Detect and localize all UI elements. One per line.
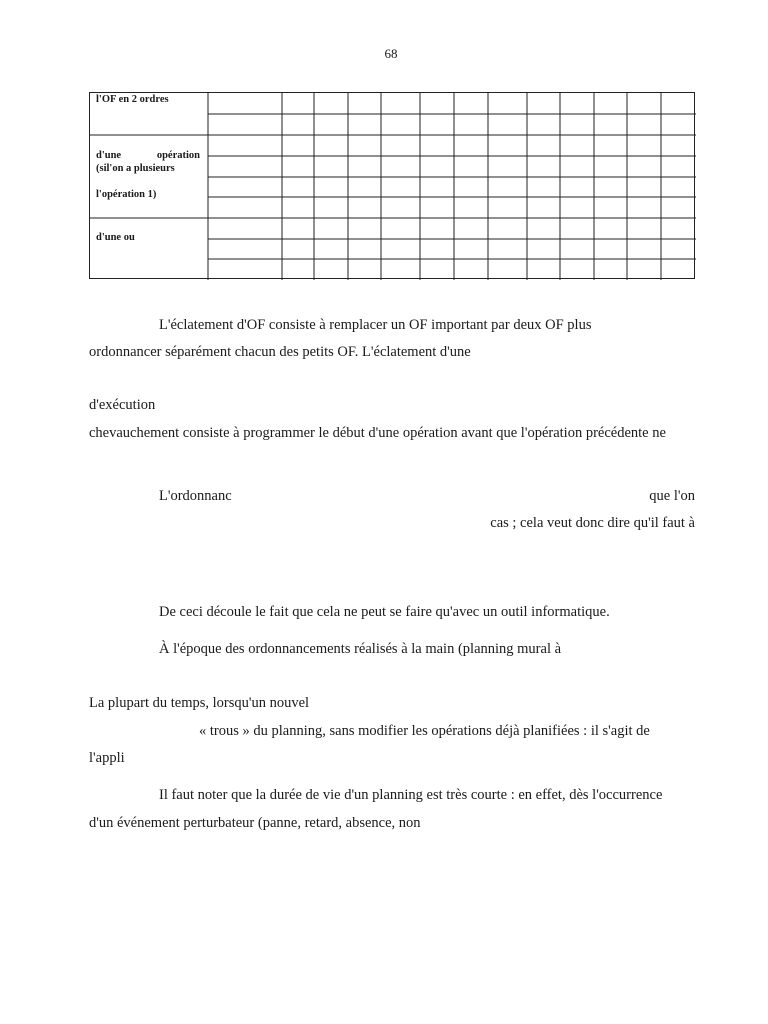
paragraph-5-line-3: l'appli	[89, 750, 125, 766]
paragraph-4: À l'époque des ordonnancements réalisés à la main (planning mural à	[159, 641, 562, 657]
page-number: 68	[384, 46, 398, 61]
paragraph-1-line-1: L'éclatement d'OF consiste à remplacer un OF important par deux OF plus	[159, 317, 592, 333]
paragraph-1-line-3: d'exécution	[89, 397, 156, 413]
paragraph-1-line-2: ordonnancer séparément chacun des petits OF. L'éclatement d'une	[89, 344, 471, 360]
paragraph-1-line-4: chevauchement consiste à programmer le début d'une opération avant que l'opération précédente ne	[89, 425, 666, 441]
paragraph-6-line-1: Il faut noter que la durée de vie d'un planning est très courte : en effet, dès l'occurrence	[159, 787, 663, 803]
row-label-operation-word1: d'une	[96, 150, 122, 161]
paragraph-5-line-1: La plupart du temps, lorsqu'un nouvel	[89, 695, 310, 711]
paragraph-6-line-2: d'un événement perturbateur (panne, retard, absence, non	[89, 815, 421, 831]
paragraph-2-right: que l'on	[649, 488, 695, 504]
row-label-operation-line2: (sil'on a plusieurs	[96, 163, 175, 174]
row-label-split-of: l'OF en 2 ordres	[96, 94, 169, 105]
paragraph-2-left: L'ordonnanc	[159, 488, 232, 504]
paragraph-5-line-2: « trous » du planning, sans modifier les opérations déjà planifiées : il s'agit de	[199, 723, 650, 739]
row-label-one-or: d'une ou	[96, 232, 135, 243]
row-label-operation-line3: l'opération 1)	[96, 189, 157, 200]
paragraph-2-line-2: cas ; cela veut donc dire qu'il faut à	[490, 515, 695, 531]
row-label-operation	[96, 149, 200, 201]
paragraph-3: De ceci découle le fait que cela ne peut se faire qu'avec un outil informatique.	[159, 604, 610, 620]
row-label-operation-word2: opération	[156, 150, 200, 161]
